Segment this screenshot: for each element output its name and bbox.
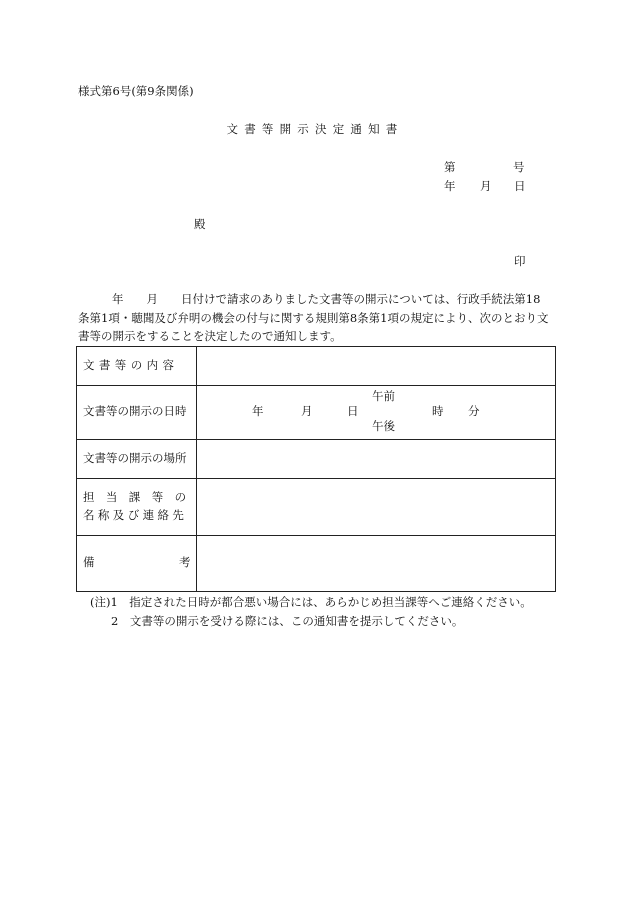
disclosure-datetime-field[interactable] bbox=[197, 386, 555, 439]
note-1: (注)1 指定された日時が都合悪い場合には、あらかじめ担当課等へご連絡ください。 bbox=[90, 595, 532, 609]
issue-date-year-label: 年 bbox=[444, 179, 456, 193]
document-number-suffix: 号 bbox=[513, 160, 525, 174]
datetime-minute-label: 分 bbox=[468, 404, 480, 418]
issue-date-month-label: 月 bbox=[480, 179, 492, 193]
addressee-honorific: 殿 bbox=[194, 217, 206, 231]
datetime-am-label: 午前 bbox=[372, 389, 395, 403]
remarks-field[interactable] bbox=[197, 536, 555, 591]
label-cell bbox=[77, 347, 197, 385]
body-text-line-1: 年 月 日付けで請求のありました文書等の開示については、行政手続法第18 bbox=[112, 292, 541, 306]
label-cell bbox=[77, 440, 197, 478]
table-row-disclosure-datetime bbox=[77, 386, 555, 440]
label-cell bbox=[77, 479, 197, 535]
issue-date-day-label: 日 bbox=[514, 179, 526, 193]
document-title: 文書等開示決定通知書 bbox=[226, 122, 404, 136]
disclosure-datetime-label: 文書等の開示の日時 bbox=[83, 404, 187, 418]
disclosure-place-label: 文書等の開示の場所 bbox=[83, 451, 187, 465]
document-content-field[interactable] bbox=[197, 347, 555, 385]
datetime-pm-label: 午後 bbox=[372, 419, 395, 433]
remarks-label-left: 備 bbox=[83, 555, 95, 569]
label-cell bbox=[77, 386, 197, 439]
seal-mark: 印 bbox=[514, 254, 526, 268]
note-2: 2 文書等の開示を受ける際には、この通知書を提示してください。 bbox=[111, 614, 464, 628]
contact-label-line-2: 名称及び連絡先 bbox=[83, 508, 188, 522]
table-row-document-content bbox=[77, 347, 555, 386]
datetime-month-label: 月 bbox=[301, 404, 313, 418]
table-row-contact bbox=[77, 479, 555, 536]
datetime-day-label: 日 bbox=[347, 404, 359, 418]
remarks-label-right: 考 bbox=[179, 555, 191, 569]
disclosure-place-field[interactable] bbox=[197, 440, 555, 478]
contact-label-line-1: 担当課等の bbox=[83, 490, 198, 504]
table-row-disclosure-place bbox=[77, 440, 555, 479]
form-number-label: 様式第6号(第9条関係) bbox=[78, 84, 194, 98]
body-text-line-3: 書等の開示をすることを決定したので通知します。 bbox=[78, 329, 342, 343]
document-content-label: 文書等の内容 bbox=[83, 358, 179, 372]
body-text-line-2: 条第1項・聴聞及び弁明の機会の付与に関する規則第8条第1項の規定により、次のとおり文 bbox=[78, 311, 549, 325]
label-cell bbox=[77, 536, 197, 591]
datetime-year-label: 年 bbox=[252, 404, 264, 418]
datetime-hour-label: 時 bbox=[432, 404, 444, 418]
contact-field[interactable] bbox=[197, 479, 555, 535]
document-number-prefix: 第 bbox=[444, 160, 456, 174]
table-row-remarks bbox=[77, 536, 555, 591]
disclosure-form-table bbox=[76, 346, 556, 592]
